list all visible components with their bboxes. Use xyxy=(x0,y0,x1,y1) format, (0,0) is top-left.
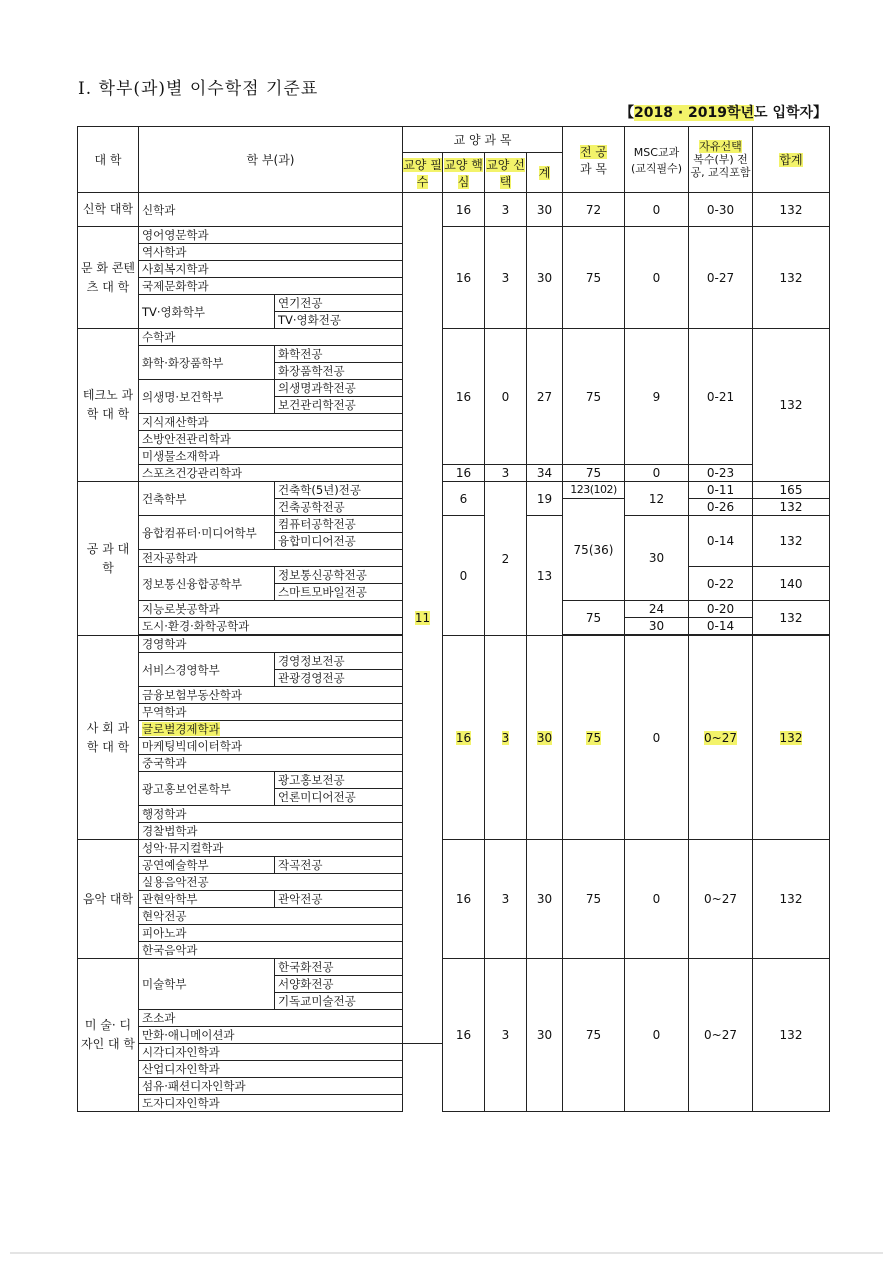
cell: 75 xyxy=(563,465,625,482)
cell: 132 xyxy=(753,227,830,329)
cell: 75(36) xyxy=(563,499,625,601)
college-tech: 테크노 과 학 대 학 xyxy=(78,329,139,482)
dept: 무역학과 xyxy=(139,704,403,721)
major: 작곡전공 xyxy=(275,857,403,874)
dept: 시각디자인학과 xyxy=(139,1044,403,1061)
major: 컴퓨터공학전공 xyxy=(275,516,403,533)
dept: 전자공학과 xyxy=(139,550,403,567)
dept: 행정학과 xyxy=(139,806,403,823)
major: 화장품학전공 xyxy=(275,363,403,380)
major: 광고홍보전공 xyxy=(275,772,403,789)
dept-theology: 신학과 xyxy=(139,193,403,227)
cell: 19 xyxy=(527,482,563,516)
header-college: 대 학 xyxy=(78,127,139,193)
cell: 72 xyxy=(563,193,625,227)
cell: 140 xyxy=(753,567,830,601)
cell: 75 xyxy=(563,636,625,840)
major: 스마트모바일전공 xyxy=(275,584,403,601)
cell: 30 xyxy=(527,636,563,840)
cell: 123(102) xyxy=(563,482,625,499)
major: 정보통신공학전공 xyxy=(275,567,403,584)
cell: 75 xyxy=(563,329,625,465)
dept: TV·영화학부 xyxy=(139,295,275,329)
cell: 3 xyxy=(485,227,527,329)
header-lib-total: 계 xyxy=(527,153,563,193)
dept: 마케팅빅데이터학과 xyxy=(139,738,403,755)
dept: 역사학과 xyxy=(139,244,403,261)
major: 건축공학전공 xyxy=(275,499,403,516)
cell: 0 xyxy=(625,959,689,1112)
dept: 중국학과 xyxy=(139,755,403,772)
dept: 한국음악과 xyxy=(139,942,403,959)
cell: 0 xyxy=(625,636,689,840)
dept: 만화·애니메이션과 xyxy=(139,1027,403,1044)
dept: 지능로봇공학과 xyxy=(139,601,403,618)
lib-required-cell: 11 xyxy=(403,193,443,1044)
dept: 융합컴퓨터·미디어학부 xyxy=(139,516,275,550)
dept: 사회복지학과 xyxy=(139,261,403,278)
college-eng: 공 과 대 학 xyxy=(78,482,139,636)
dept: 정보통신융합공학부 xyxy=(139,567,275,601)
page-subtitle: 【2018 · 2019학년도 입학자】 xyxy=(620,105,828,121)
major: 언론미디어전공 xyxy=(275,789,403,806)
cell: 0 xyxy=(625,465,689,482)
cell: 16 xyxy=(443,465,485,482)
cell: 0-27 xyxy=(689,227,753,329)
major: TV·영화전공 xyxy=(275,312,403,329)
cell: 24 xyxy=(625,601,689,618)
cell: 12 xyxy=(625,482,689,516)
dept: 금융보험부동산학과 xyxy=(139,687,403,704)
dept: 도자디자인학과 xyxy=(139,1095,403,1112)
cell: 16 xyxy=(443,193,485,227)
cell: 0-20 xyxy=(689,601,753,618)
dept: 피아노과 xyxy=(139,925,403,942)
dept: 섬유·패션디자인학과 xyxy=(139,1078,403,1095)
cell: 30 xyxy=(527,193,563,227)
college-art: 미 술· 디자인 대 학 xyxy=(78,959,139,1112)
cell: 27 xyxy=(527,329,563,465)
cell: 132 xyxy=(753,636,830,840)
header-msc: MSC교과 (교직필수) xyxy=(625,127,689,193)
cell: 3 xyxy=(485,636,527,840)
major: 건축학(5년)전공 xyxy=(275,482,403,499)
dept-global-economics: 글로벌경제학과 xyxy=(139,721,403,738)
dept: 지식재산학과 xyxy=(139,414,403,431)
cell: 0-30 xyxy=(689,193,753,227)
cell: 132 xyxy=(753,601,830,635)
major: 기독교미술전공 xyxy=(275,993,403,1010)
dept: 미생물소재학과 xyxy=(139,448,403,465)
dept: 화학·화장품학부 xyxy=(139,346,275,380)
dept: 서비스경영학부 xyxy=(139,653,275,687)
major: 경영정보전공 xyxy=(275,653,403,670)
header-dept: 학 부(과) xyxy=(139,127,403,193)
dept: 공연예술학부 xyxy=(139,857,275,874)
dept: 현악전공 xyxy=(139,908,403,925)
dept: 스포츠건강관리학과 xyxy=(139,465,403,482)
cell: 3 xyxy=(485,193,527,227)
dept: 미술학부 xyxy=(139,959,275,1010)
page-title: Ⅰ. 학부(과)별 이수학점 기준표 xyxy=(78,79,319,99)
dept: 실용음악전공 xyxy=(139,874,403,891)
dept: 국제문화학과 xyxy=(139,278,403,295)
cell: 0~27 xyxy=(689,959,753,1112)
major: 화학전공 xyxy=(275,346,403,363)
subtitle-years: 2018 · 2019학년 xyxy=(634,105,755,121)
cell: 16 xyxy=(443,227,485,329)
dept: 수학과 xyxy=(139,329,403,346)
cell: 132 xyxy=(753,329,830,482)
header-total: 합계 xyxy=(753,127,830,193)
cell: 0-22 xyxy=(689,567,753,601)
cell: 16 xyxy=(443,840,485,959)
cell: 16 xyxy=(443,329,485,465)
cell: 16 xyxy=(443,636,485,840)
cell: 75 xyxy=(563,601,625,635)
cell: 132 xyxy=(753,499,830,516)
cell: 0~27 xyxy=(689,840,753,959)
cell: 0 xyxy=(443,516,485,636)
dept: 소방안전관리학과 xyxy=(139,431,403,448)
cell: 30 xyxy=(527,959,563,1112)
major: 관광경영전공 xyxy=(275,670,403,687)
cell: 0-14 xyxy=(689,618,753,635)
dept: 경찰법학과 xyxy=(139,823,403,840)
dept: 광고홍보언론학부 xyxy=(139,772,275,806)
header-free: 자유선택 복수(부) 전공, 교직포함 xyxy=(689,127,753,193)
cell: 75 xyxy=(563,959,625,1112)
cell: 0 xyxy=(625,193,689,227)
header-liberal: 교 양 과 목 xyxy=(403,127,563,153)
cell: 3 xyxy=(485,840,527,959)
cell: 165 xyxy=(753,482,830,499)
major: 관악전공 xyxy=(275,891,403,908)
major: 융합미디어전공 xyxy=(275,533,403,550)
cell: 3 xyxy=(485,465,527,482)
cell: 132 xyxy=(753,840,830,959)
cell: 9 xyxy=(625,329,689,465)
cell: 0 xyxy=(485,329,527,465)
dept: 관현악학부 xyxy=(139,891,275,908)
cell: 2 xyxy=(485,482,527,636)
dept: 경영학과 xyxy=(139,636,403,653)
dept: 산업디자인학과 xyxy=(139,1061,403,1078)
major: 한국화전공 xyxy=(275,959,403,976)
cell: 16 xyxy=(443,959,485,1112)
cell: 75 xyxy=(563,840,625,959)
footer-divider xyxy=(10,1252,883,1254)
cell: 132 xyxy=(753,193,830,227)
cell: 132 xyxy=(753,959,830,1112)
cell: 0-21 xyxy=(689,329,753,465)
cell: 30 xyxy=(625,618,689,635)
cell: 30 xyxy=(527,840,563,959)
cell: 0-26 xyxy=(689,499,753,516)
cell: 0-23 xyxy=(689,465,753,482)
major: 연기전공 xyxy=(275,295,403,312)
credit-table xyxy=(77,126,830,1112)
college-culture: 문 화 콘텐츠 대 학 xyxy=(78,227,139,329)
cell: 0 xyxy=(625,227,689,329)
college-social: 사 회 과 학 대 학 xyxy=(78,636,139,840)
header-lib-core: 교양 핵심 xyxy=(443,153,485,193)
cell: 0 xyxy=(625,840,689,959)
dept: 도시·환경·화학공학과 xyxy=(139,618,403,635)
cell: 30 xyxy=(527,227,563,329)
cell: 0-14 xyxy=(689,516,753,567)
cell: 132 xyxy=(753,516,830,567)
cell: 0-11 xyxy=(689,482,753,499)
major: 서양화전공 xyxy=(275,976,403,993)
dept: 성악·뮤지컬학과 xyxy=(139,840,403,857)
dept: 의생명·보건학부 xyxy=(139,380,275,414)
cell: 0~27 xyxy=(689,636,753,840)
header-lib-required: 교양 필수 xyxy=(403,153,443,193)
cell: 30 xyxy=(625,516,689,601)
dept: 영어영문학과 xyxy=(139,227,403,244)
cell: 75 xyxy=(563,227,625,329)
cell: 6 xyxy=(443,482,485,516)
dept: 건축학부 xyxy=(139,482,275,516)
cell: 3 xyxy=(485,959,527,1112)
cell: 34 xyxy=(527,465,563,482)
college-music: 음악 대학 xyxy=(78,840,139,959)
header-major: 전 공 과 목 xyxy=(563,127,625,193)
header-lib-elective: 교양 선택 xyxy=(485,153,527,193)
college-theology: 신학 대학 xyxy=(78,193,139,227)
cell: 13 xyxy=(527,516,563,636)
dept: 조소과 xyxy=(139,1010,403,1027)
major: 의생명과학전공 xyxy=(275,380,403,397)
major: 보건관리학전공 xyxy=(275,397,403,414)
